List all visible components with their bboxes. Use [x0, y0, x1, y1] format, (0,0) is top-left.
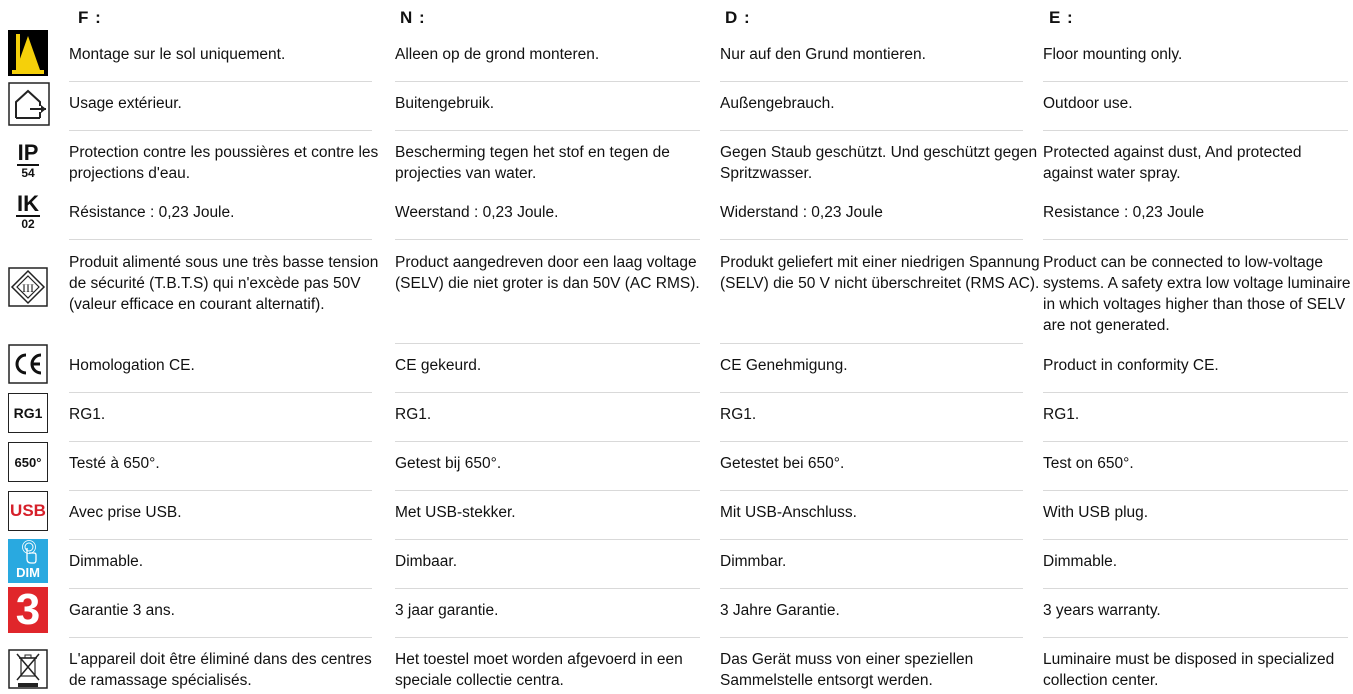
- separator: [395, 130, 700, 131]
- separator: [720, 239, 1023, 240]
- row-text-de: Mit USB-Anschluss.: [720, 504, 857, 521]
- row-text-nl: Met USB-stekker.: [395, 504, 516, 521]
- row-text-fr: Testé à 650°.: [69, 455, 160, 472]
- separator: [69, 81, 372, 82]
- row-text-en: Product in conformity CE.: [1043, 357, 1219, 374]
- row-text-fr: Homologation CE.: [69, 357, 195, 374]
- row-text-nl: Alleen op de grond monteren.: [395, 46, 600, 63]
- row-text-en: Resistance : 0,23 Joule: [1043, 204, 1205, 221]
- separator: [69, 539, 372, 540]
- separator: [1043, 637, 1348, 638]
- row-text-en: With USB plug.: [1043, 504, 1149, 521]
- row-text-nl: Getest bij 650°.: [395, 455, 502, 472]
- row-text-de: Außengebrauch.: [720, 95, 835, 112]
- separator: [720, 130, 1023, 131]
- row-text-de: Produkt geliefert mit einer niedrigen Spannung (SELV) die 50 V nicht überschreitet (RMS AC).: [720, 254, 1040, 292]
- row-text-fr: Avec prise USB.: [69, 504, 182, 521]
- row-text-nl: 3 jaar garantie.: [395, 602, 499, 619]
- row-text-en: Protected against dust, And protected against water spray.: [1043, 144, 1302, 182]
- separator: [720, 81, 1023, 82]
- row-text-de: Widerstand : 0,23 Joule: [720, 204, 883, 221]
- row-text-de: Nur auf den Grund montieren.: [720, 46, 926, 63]
- row-text-fr: Garantie 3 ans.: [69, 602, 175, 619]
- separator: [720, 392, 1023, 393]
- separator: [395, 588, 700, 589]
- row-text-en: Floor mounting only.: [1043, 46, 1183, 63]
- ik02-icon: IK 02: [17, 191, 39, 231]
- separator: [720, 441, 1023, 442]
- 650-icon: 650°: [8, 442, 48, 482]
- separator: [395, 539, 700, 540]
- row-text-de: RG1.: [720, 406, 757, 423]
- row-text-fr: RG1.: [69, 406, 106, 423]
- ce-icon: [8, 344, 48, 384]
- row-text-de: CE Genehmigung.: [720, 357, 848, 374]
- row-text-nl: Dimbaar.: [395, 553, 458, 570]
- separator: [720, 637, 1023, 638]
- separator: [395, 239, 700, 240]
- row-text-nl: Het toestel moet worden afgevoerd in een speciale collectie centra.: [395, 651, 683, 689]
- header-german: D :: [725, 8, 751, 27]
- separator: [69, 588, 372, 589]
- row-text-de: Dimmbar.: [720, 553, 787, 570]
- separator: [1043, 588, 1348, 589]
- separator: [395, 441, 700, 442]
- row-text-en: Product can be connected to low-voltage systems. A safety extra low voltage luminaire in which voltages higher than those of SELV are not generated.: [1043, 254, 1351, 334]
- separator: [1043, 392, 1348, 393]
- separator: [69, 239, 372, 240]
- row-text-fr: Dimmable.: [69, 553, 144, 570]
- separator: [395, 490, 700, 491]
- row-text-de: 3 Jahre Garantie.: [720, 602, 840, 619]
- row-text-nl: Product aangedreven door een laag voltage (SELV) die niet groter is dan 50V (AC RMS).: [395, 254, 700, 292]
- separator: [69, 637, 372, 638]
- row-text-nl: RG1.: [395, 406, 432, 423]
- warranty-3-icon: 3: [8, 587, 48, 633]
- row-text-en: Outdoor use.: [1043, 95, 1133, 112]
- separator: [395, 637, 700, 638]
- header-french: F :: [78, 8, 102, 27]
- row-text-fr: Usage extérieur.: [69, 95, 182, 112]
- separator: [1043, 539, 1348, 540]
- row-text-nl: Buitengebruik.: [395, 95, 495, 112]
- separator: [720, 490, 1023, 491]
- row-text-en: Luminaire must be disposed in specialized collection center.: [1043, 651, 1335, 689]
- separator: [720, 588, 1023, 589]
- separator: [1043, 130, 1348, 131]
- row-text-de: Das Gerät muss von einer speziellen Sammelstelle entsorgt werden.: [720, 651, 974, 689]
- separator: [720, 343, 1023, 344]
- row-text-fr: Résistance : 0,23 Joule.: [69, 204, 235, 221]
- row-text-fr: L'appareil doit être éliminé dans des centres de ramassage spécialisés.: [69, 651, 372, 689]
- row-text-fr: Protection contre les poussières et contre les projections d'eau.: [69, 144, 379, 182]
- separator: [720, 539, 1023, 540]
- row-text-fr: Montage sur le sol uniquement.: [69, 46, 286, 63]
- row-text-en: RG1.: [1043, 406, 1080, 423]
- separator: [1043, 239, 1348, 240]
- dim-icon: DIM: [8, 539, 48, 583]
- separator: [1043, 81, 1348, 82]
- row-text-en: Dimmable.: [1043, 553, 1118, 570]
- row-text-nl: Weerstand : 0,23 Joule.: [395, 204, 559, 221]
- separator: [69, 441, 372, 442]
- weee-icon: [8, 649, 48, 689]
- row-text-nl: CE gekeurd.: [395, 357, 482, 374]
- header-english: E :: [1049, 8, 1074, 27]
- ip54-icon: IP 54: [17, 140, 39, 180]
- separator: [395, 392, 700, 393]
- row-text-en: 3 years warranty.: [1043, 602, 1161, 619]
- separator: [69, 490, 372, 491]
- separator: [1043, 441, 1348, 442]
- row-text-en: Test on 650°.: [1043, 455, 1134, 472]
- separator: [69, 130, 372, 131]
- separator: [1043, 490, 1348, 491]
- outdoor-use-icon: [8, 82, 50, 126]
- row-text-de: Getestet bei 650°.: [720, 455, 845, 472]
- svg-text:III: III: [22, 281, 34, 295]
- separator: [69, 392, 372, 393]
- row-text-fr: Produit alimenté sous une très basse tension de sécurité (T.B.T.S) qui n'excède pas 50V (valeur efficace en courant alternatif).: [69, 254, 379, 313]
- row-text-de: Gegen Staub geschützt. Und geschützt gegen Spritzwasser.: [720, 144, 1038, 182]
- row-text-nl: Bescherming tegen het stof en tegen de projecties van water.: [395, 144, 670, 182]
- rg1-icon: RG1: [8, 393, 48, 433]
- separator: [395, 343, 700, 344]
- usb-icon: USB: [8, 491, 48, 531]
- separator: [395, 81, 700, 82]
- class-iii-icon: [8, 267, 48, 307]
- header-dutch: N :: [400, 8, 426, 27]
- floor-mount-icon: [8, 30, 48, 76]
